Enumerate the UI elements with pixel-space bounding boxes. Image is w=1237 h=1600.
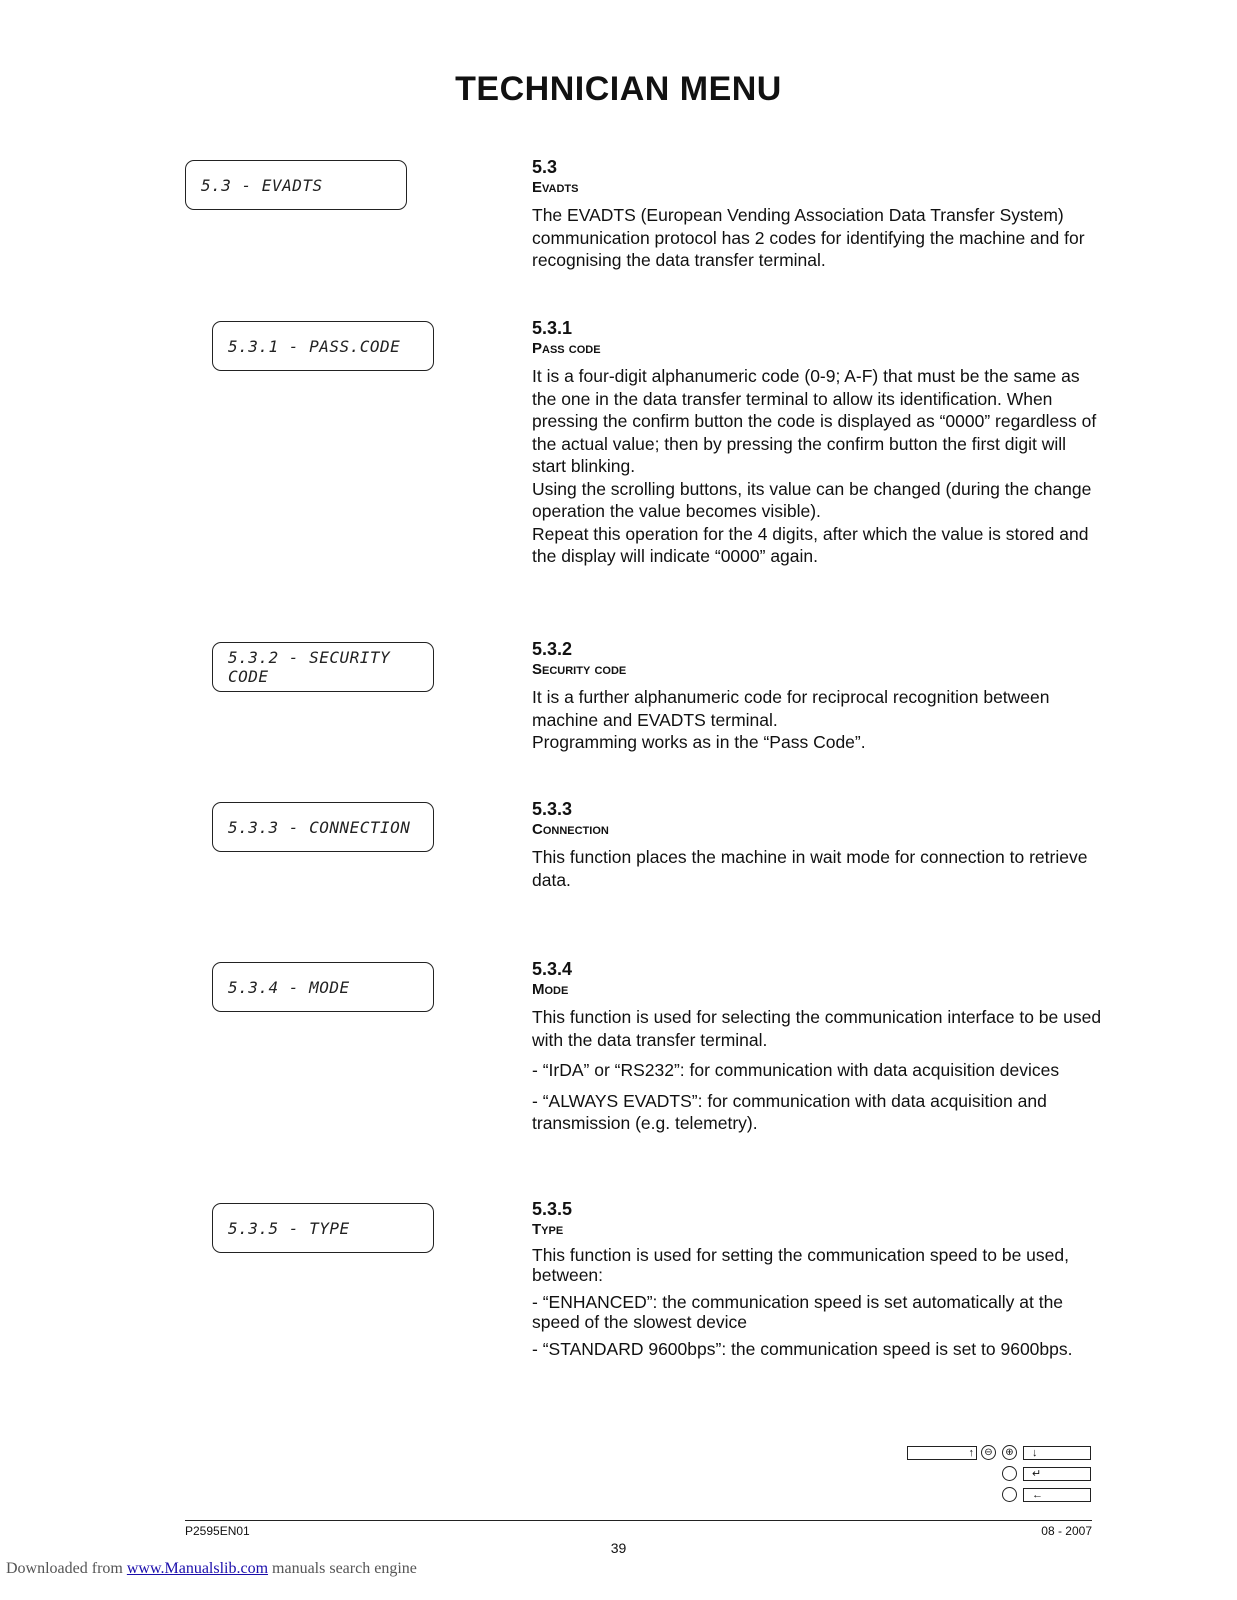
section-number: 5.3.5 [532, 1199, 573, 1219]
section-5-3-2 [532, 638, 1102, 754]
section-paragraph: - “ALWAYS EVADTS”: for communication with data acquisition and transmission (e.g. telemetry). [532, 1090, 1047, 1133]
section-paragraph: Repeat this operation for the 4 digits, after which the value is stored and the display will indicate “0000” again. [532, 523, 1089, 566]
section-paragraph: It is a further alphanumeric code for reciprocal recognition between machine and EVADTS terminal. [532, 687, 1050, 730]
section-paragraph: This function is used for setting the communication speed to be used, between: [532, 1245, 1069, 1285]
back-arrow-icon: ← [1032, 1489, 1043, 1501]
section-number: 5.3 [532, 157, 558, 177]
section-name: Evadts [532, 179, 579, 196]
up-arrow-icon: ↑ [968, 1447, 974, 1459]
lcd-display-type: 5.3.5 - TYPE [212, 1203, 434, 1253]
section-paragraph: This function is used for selecting the communication interface to be used with the data transfer terminal. [532, 1007, 1102, 1050]
section-paragraph: It is a four-digit alphanumeric code (0-9; A-F) that must be the same as the one in the data transfer terminal to allow its identification. When pressing the confirm button the code is displayed as “0000” regardless of the actual value; then by pressing the confirm button the first digit will start blinking. [532, 366, 1097, 476]
section-5-3-4 [532, 958, 1102, 1143]
section-paragraph: Programming works as in the “Pass Code”. [532, 732, 866, 752]
nav-back-box [1023, 1488, 1091, 1502]
plus-icon: ⊕ [1002, 1445, 1017, 1460]
section-name: Type [532, 1221, 564, 1238]
section-paragraph: - “STANDARD 9600bps”: the communication speed is set to 9600bps. [532, 1339, 1073, 1359]
lcd-display-security-code: 5.3.2 - SECURITY CODE [212, 642, 434, 692]
section-5-3-1 [532, 317, 1102, 568]
section-name: Security code [532, 661, 627, 678]
section-number: 5.3.3 [532, 799, 573, 819]
section-5-3-5 [532, 1198, 1102, 1368]
section-paragraph: - “ENHANCED”: the communication speed is set automatically at the speed of the slowest device [532, 1292, 1064, 1332]
section-paragraph: Using the scrolling buttons, its value can be changed (during the change operation the value becomes visible). [532, 478, 1092, 521]
section-name: Mode [532, 981, 569, 998]
footer-divider [185, 1520, 1092, 1521]
footer-date: 08 - 2007 [1041, 1524, 1092, 1538]
down-arrow-icon: ↓ [1032, 1447, 1038, 1459]
section-number: 5.3.4 [532, 959, 573, 979]
lcd-display-mode: 5.3.4 - MODE [212, 962, 434, 1012]
download-banner [6, 1560, 417, 1578]
enter-arrow-icon: ↵ [1032, 1468, 1042, 1480]
option-circle-icon [1002, 1466, 1017, 1481]
download-prefix: Downloaded from [6, 1560, 127, 1577]
minus-icon: ⊖ [981, 1445, 996, 1460]
footer-doc-code: P2595EN01 [185, 1524, 250, 1538]
section-paragraph: This function places the machine in wait mode for connection to retrieve data. [532, 847, 1088, 890]
lcd-display-evadts: 5.3 - EVADTS [185, 160, 407, 210]
section-paragraph: The EVADTS (European Vending Association Data Transfer System) communication protocol has 2 codes for identifying the machine and for recognising the data transfer terminal. [532, 205, 1085, 270]
section-number: 5.3.2 [532, 639, 573, 659]
nav-down-box [1023, 1446, 1091, 1460]
page-title: TECHNICIAN MENU [455, 70, 782, 108]
section-5-3 [532, 156, 1102, 280]
section-5-3-3 [532, 798, 1102, 899]
section-paragraph: - “IrDA” or “RS232”: for communication with data acquisition devices [532, 1060, 1060, 1080]
footer-page-number: 39 [610, 1540, 627, 1556]
nav-enter-box [1023, 1467, 1091, 1481]
download-suffix: manuals search engine [268, 1560, 417, 1577]
section-number: 5.3.1 [532, 318, 573, 338]
option-circle-icon [1002, 1487, 1017, 1502]
manualslib-link[interactable]: www.Manualslib.com [126, 1560, 269, 1577]
section-name: Pass code [532, 340, 601, 357]
lcd-display-pass-code: 5.3.1 - PASS.CODE [212, 321, 434, 371]
section-name: Connection [532, 821, 609, 838]
nav-up-box [907, 1446, 977, 1460]
lcd-display-connection: 5.3.3 - CONNECTION [212, 802, 434, 852]
